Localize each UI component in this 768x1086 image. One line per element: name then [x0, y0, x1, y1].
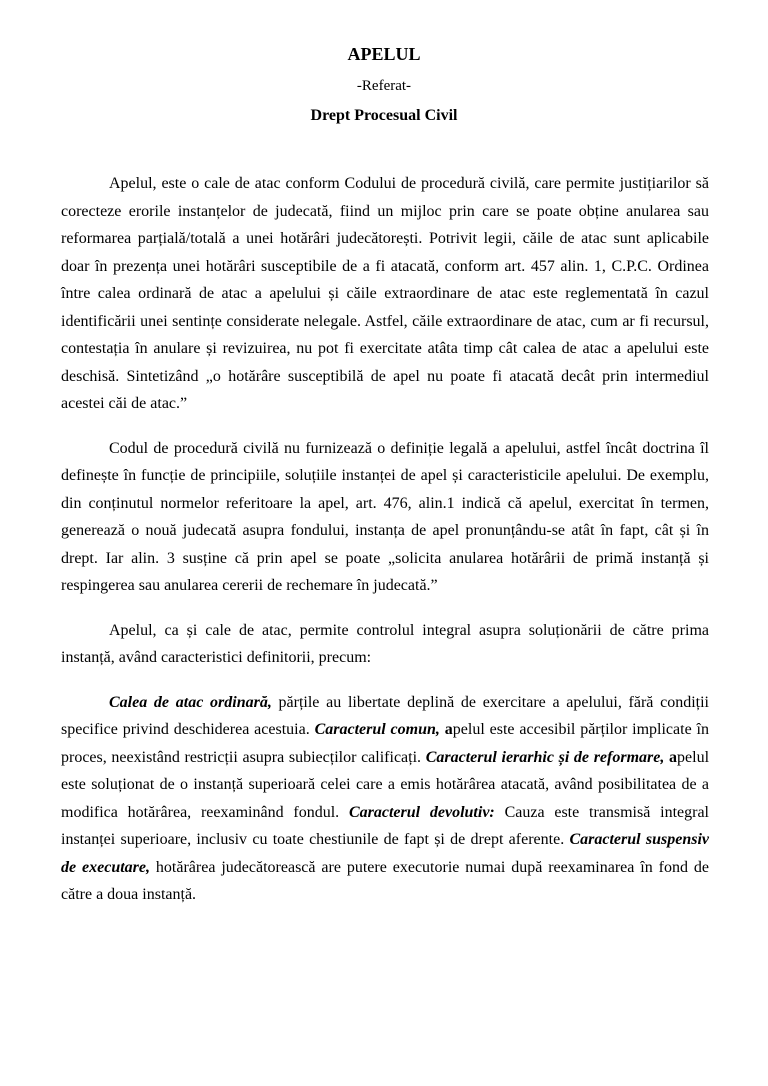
- paragraph-4-bold-letter-2: a: [439, 721, 453, 738]
- paragraph-3: Apelul, ca și cale de atac, permite controlul integral asupra soluționării de către prima instanță, având caracteristici definitorii, precum:: [61, 621, 709, 666]
- paragraph-4-text-4: Cauza este transmisă integral instanței superioare, inclusiv cu toate chestiunile de fapt și de drept aferente.: [61, 803, 709, 848]
- paragraph-4-bold-letter-3: a: [664, 748, 678, 766]
- paragraph-4-text-5: hotărârea judecătorească are putere executorie numai după reexaminarea în fond de către a doua instanță.: [61, 858, 710, 903]
- document-title: APELUL: [347, 44, 421, 64]
- term-common-character: Caracterul comun,: [314, 721, 440, 738]
- term-ordinary-appeal: Calea de atac ordinară,: [109, 693, 272, 711]
- paragraph-4-text-1: părțile au libertate deplină de exercitare a apelului, fără condiții specifice privind deschiderea acestuia.: [61, 693, 710, 738]
- paragraph-4-text-3: pelul este soluționat de o instanță superioară celei care a emis hotărârea atacată, având posibilitatea de a modifica hotărârea, reexaminând fondul.: [61, 748, 710, 821]
- document-subtitle: -Referat-: [356, 78, 412, 94]
- paragraph-4: [61, 689, 709, 909]
- paragraph-4-text-2: pelul este accesibil părților implicate în proces, neexistând restricții asupra subiecților calificați.: [61, 721, 709, 766]
- course-title: Drept Procesual Civil: [310, 107, 458, 124]
- term-hierarchical-character: Caracterul ierarhic și de reformare,: [425, 748, 665, 766]
- term-suspensive-character: Caracterul suspensiv de executare,: [61, 831, 709, 876]
- paragraph-2: Codul de procedură civilă nu furnizează o definiție legală a apelului, astfel încât doctrina îl definește în funcție de principiile, soluțiile instanței de apel și caracteristicile apelului. De exemplu, din conținutul normelor referitoare la apel, art. 476, alin.1 indică că apelul, exercitat în termen, generează o nouă judecată asupra fondului, instanța de apel pronunțându-se atât în fapt, cât și în drept. Iar alin. 3 susține că prin apel se poate „solicita anularea hotărârii de primă instanță și respingerea sau anularea cererii de rechemare în judecată.”: [61, 439, 709, 594]
- term-devolutive-character: Caracterul devolutiv:: [348, 803, 495, 821]
- document-body: [61, 170, 709, 926]
- paragraph-1: Apelul, este o cale de atac conform Codului de procedură civilă, care permite justițiarilor să corecteze erorile instanțelor de judecată, fiind un mijloc prin care se poate obține anularea sau reformarea parțială/totală a unei hotărâri judecătorești. Potrivit legii, căile de atac sunt aplicabile doar în prezența unei hotărâri susceptibile de a fi atacată, conform art. 457 alin. 1, C.P.C. Ordinea între calea ordinară de atac a apelului și căile extraordinare de atac este reglementată în cazul identificării unei sentințe considerate nelegale. Astfel, căile extraordinare de atac, cum ar fi recursul, contestația în anulare și revizuirea, nu pot fi exercitate atâta timp cât calea de atac a apelului este deschisă. Sintetizând „o hotărâre susceptibilă de apel nu poate fi atacată decât prin intermediul acestei căi de atac.”: [61, 175, 709, 412]
